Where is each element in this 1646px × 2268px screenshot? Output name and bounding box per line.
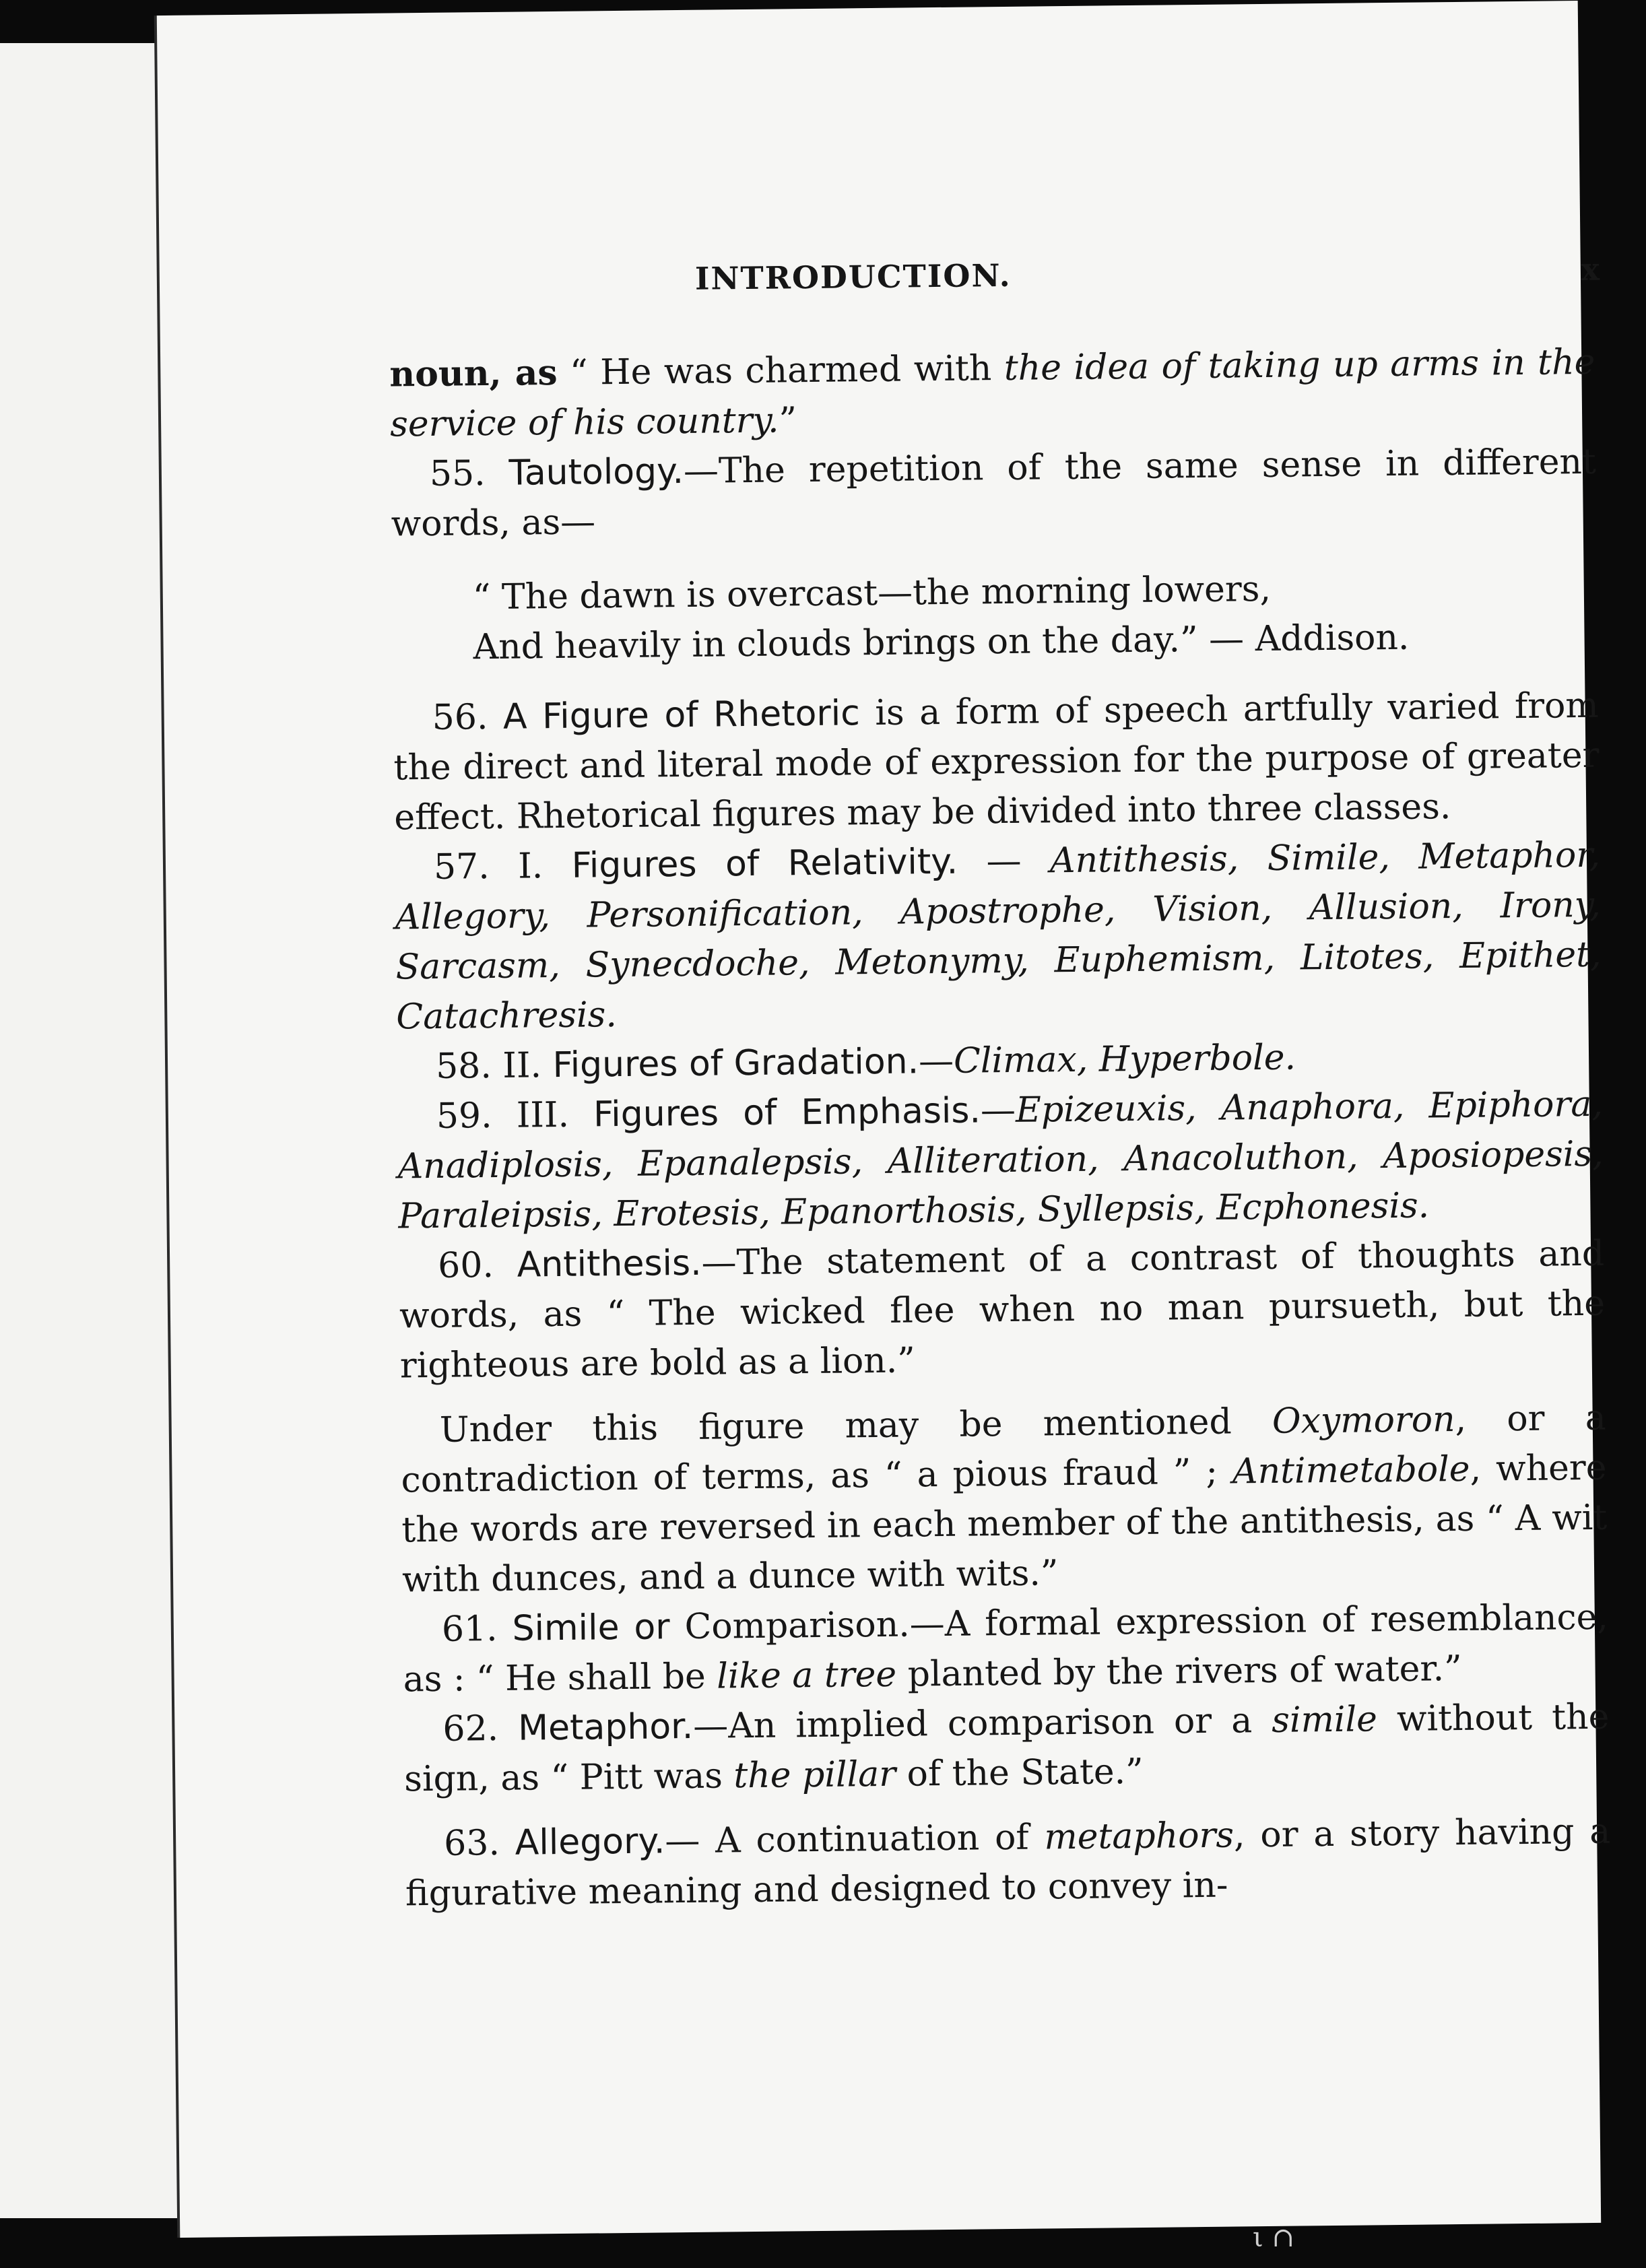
section-56 (393, 681, 1600, 843)
section-term: Simile or (512, 1607, 670, 1649)
section-term: A Figure of Rhetoric (502, 693, 861, 737)
section-term-2: Comparison. (669, 1604, 911, 1648)
section-dash: — (957, 840, 1051, 882)
paragraph-noun (389, 337, 1595, 450)
footer-mark: ι ∩ (1253, 2222, 1294, 2253)
section-60 (399, 1229, 1606, 1391)
section-number: 60. (437, 1245, 494, 1286)
text-run: —An implied comparison or a (692, 1700, 1272, 1747)
text-run: without the sign, as “ Pitt was (403, 1696, 1610, 1800)
figure-list: Epizeuxis, Anaphora, Epiphora, Anadiplosis, Epanalepsis, Alliteration, Anacoluthon, Aposiopesis, Paraleipsis, Erotesis, Epanorthosis, Syllepsis, Ecphonesis. (397, 1083, 1604, 1237)
section-text: is a form of speech artfully varied from the direct and literal mode of expression for the purpose of greater effect. Rhetorical figures may be divided into three classes. (393, 685, 1600, 838)
page-number: x (1581, 251, 1602, 288)
section-term: Antithesis. (517, 1242, 702, 1286)
text-run: —A formal expression of resemblance, as : “ He shall be (403, 1597, 1609, 1700)
figure-list: Antithesis, Simile, Metaphor, Allegory, Personification, Apostrophe, Vision, Allusion, Irony, Sarcasm, Synecdoche, Metonymy, Euphemism, Litotes, Epithet, Catachresis. (395, 834, 1602, 1038)
section-62 (403, 1692, 1610, 1805)
section-dash: — (918, 1040, 954, 1082)
running-header (389, 244, 1602, 311)
quote-open: “ He was charmed with (557, 347, 1005, 393)
section-57 (395, 830, 1602, 1042)
section-number: 55. (429, 453, 486, 494)
italic-term: like a tree (716, 1654, 897, 1697)
section-text: —The repetition of the same sense in different words, as— (391, 441, 1597, 545)
page-text-area (386, 1, 1611, 1914)
verse-line-2: And heavily in clouds brings on the day.” — Addison. (473, 617, 1410, 668)
section-63 (405, 1807, 1611, 1919)
section-number: 63. (443, 1822, 500, 1864)
italic-term: Antimetabole (1232, 1448, 1470, 1492)
text-run: , or a story having a figurative meaning and designed to convey in- (405, 1811, 1611, 1914)
body-text (389, 337, 1611, 1919)
section-dash: — (980, 1090, 1016, 1131)
section-term: Figures of Emphasis. (593, 1090, 981, 1135)
text-run: — A continuation of (664, 1817, 1045, 1862)
section-number: 57. I. (433, 846, 544, 888)
section-number: 58. II. (435, 1045, 542, 1087)
verse-line-1: “ The dawn is overcast—the morning lowers, (472, 568, 1272, 618)
text-run: Under this figure may be mentioned (439, 1401, 1273, 1450)
section-60-continued (400, 1393, 1608, 1605)
italic-term: simile (1271, 1699, 1378, 1741)
text-run: , where the words are reversed in each member of the antithesis, as “ A wit with dunces, and a dunce with wits.” (401, 1447, 1608, 1601)
section-number: 61. (441, 1608, 498, 1650)
book-page (157, 1, 1611, 2238)
paragraph-lead: noun, as (389, 352, 558, 395)
section-term: Metaphor. (517, 1706, 694, 1749)
text-run: , or a contradiction of terms, as “ a pious fraud ” ; (401, 1397, 1607, 1501)
text-run: of the State.” (895, 1751, 1144, 1795)
section-59 (397, 1079, 1604, 1242)
running-head-title: INTRODUCTION. (694, 257, 1012, 297)
section-number: 56. (432, 697, 488, 738)
section-term: Tautology. (508, 451, 684, 494)
section-term: Allegory. (515, 1821, 665, 1863)
section-61 (403, 1593, 1609, 1705)
text-run: planted by the rivers of water.” (896, 1648, 1462, 1695)
figure-list: Climax, Hyperbole. (953, 1037, 1296, 1081)
section-55 (391, 437, 1597, 549)
quote-close: ” (779, 400, 797, 441)
verse-quotation (472, 561, 1598, 672)
section-term: Figures of Gradation. (552, 1041, 919, 1086)
section-number: 59. III. (436, 1094, 570, 1137)
italic-term: Oxymoron (1272, 1399, 1455, 1442)
section-number: 62. (442, 1708, 499, 1749)
italic-term: metaphors (1044, 1815, 1234, 1858)
italic-term: the pillar (733, 1754, 896, 1797)
section-term: Figures of Relativity. (571, 841, 958, 886)
quote-italic: the idea of taking up arms in the service of his country. (389, 341, 1595, 445)
section-text: —The statement of a contrast of thoughts and words, as “ The wicked flee when no man pursueth, but the righteous are bold as a lion.” (399, 1233, 1606, 1387)
